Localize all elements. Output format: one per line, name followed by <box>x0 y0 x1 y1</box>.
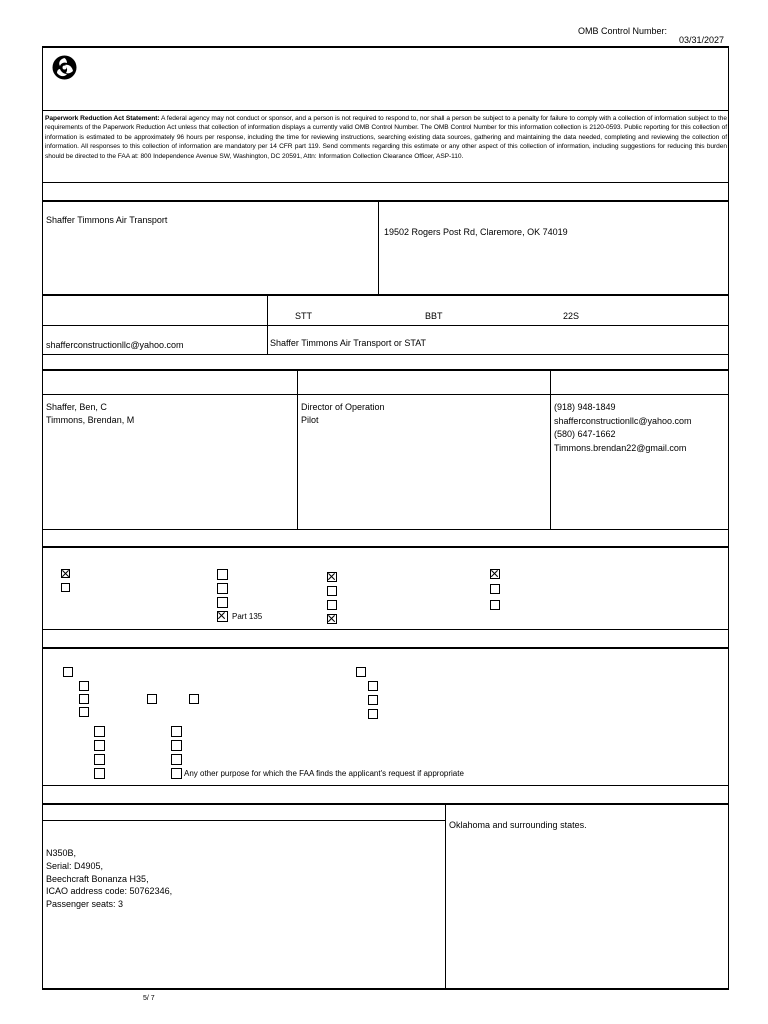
dot-logo-icon <box>51 54 78 81</box>
divider <box>297 369 298 529</box>
operation-checkbox[interactable] <box>327 600 337 610</box>
purpose-checkbox[interactable] <box>368 709 378 719</box>
operation-checkbox[interactable] <box>217 583 228 594</box>
part-135-label: Part 135 <box>232 612 263 621</box>
designator-2: BBT <box>425 311 443 321</box>
divider <box>42 647 729 649</box>
designator-1: STT <box>295 311 312 321</box>
purpose-checkbox[interactable] <box>79 681 89 691</box>
personnel-contacts: (918) 948-1849 shafferconstructionllc@yahoo.com (580) 647-1662 Timmons.brendan22@gmail.com <box>554 402 692 453</box>
purpose-checkbox[interactable] <box>368 681 378 691</box>
divider <box>42 785 729 786</box>
doing-business-as: Shaffer Timmons Air Transport or STAT <box>270 338 427 348</box>
operation-checkbox-checked[interactable] <box>490 569 500 579</box>
applicant-email: shafferconstructionllc@yahoo.com <box>46 340 184 350</box>
purpose-checkbox[interactable] <box>356 667 366 677</box>
divider <box>42 325 729 326</box>
page-number: 5/ 7 <box>143 995 155 1002</box>
purpose-checkbox[interactable] <box>94 726 105 737</box>
divider <box>42 803 729 805</box>
divider <box>42 820 445 821</box>
personnel-names: Shaffer, Ben, C Timmons, Brendan, M <box>46 402 135 425</box>
area-of-operation: Oklahoma and surrounding states. <box>449 820 587 830</box>
operation-checkbox-checked[interactable] <box>327 614 337 624</box>
divider <box>42 110 729 111</box>
purpose-checkbox[interactable] <box>79 707 89 717</box>
purpose-checkbox[interactable] <box>368 695 378 705</box>
divider <box>378 200 379 294</box>
divider <box>42 546 729 548</box>
pra-heading: Paperwork Reduction Act Statement: <box>45 115 160 122</box>
divider <box>42 200 729 202</box>
divider <box>42 182 729 183</box>
divider <box>550 369 551 529</box>
other-purpose-label: Any other purpose for which the FAA finds the applicant's request if appropriate <box>184 769 464 778</box>
form-top-border <box>42 46 729 48</box>
purpose-checkbox[interactable] <box>94 768 105 779</box>
divider <box>267 294 268 354</box>
applicant-name: Shaffer Timmons Air Transport <box>46 215 168 225</box>
divider <box>42 629 729 630</box>
operation-checkbox[interactable] <box>327 586 337 596</box>
purpose-checkbox[interactable] <box>147 694 157 704</box>
purpose-checkbox[interactable] <box>79 694 89 704</box>
purpose-checkbox[interactable] <box>63 667 73 677</box>
form-right-border <box>728 46 729 988</box>
divider <box>42 294 729 296</box>
purpose-checkbox[interactable] <box>171 754 182 765</box>
purpose-checkbox[interactable] <box>171 740 182 751</box>
operation-checkbox[interactable] <box>217 569 228 580</box>
applicant-address: 19502 Rogers Post Rd, Claremore, OK 74019 <box>384 227 568 237</box>
operation-checkbox[interactable] <box>61 583 70 592</box>
pra-body: A federal agency may not conduct or sponsor, and a person is not required to respond to, nor shall a person be subject to a penalty for failure to comply with a collection of information subject to the requirements of the Paperwork Reduction Act unless that collection of information displays a currently valid OMB Control Number. The OMB Control Number for this information collection is 2120-0593. Public reporting for this collection of information is estimated to be approximately 96 hours per response, including the time for reviewing instructions, searching existing data sources, gathering and maintaining the data needed, completing and reviewing the collection of information. All responses to this collection of information are mandatory per 14 CFR part 119. Send comments regarding this estimate or any other aspect of this collection of information, including suggestions for reducing this burden should be directed to the FAA at: 800 Independence Avenue SW, Washington, DC 20591, Attn: Information Collection Clearance Officer, ASP-110. <box>45 115 727 160</box>
divider <box>42 394 729 395</box>
operation-checkbox-checked[interactable] <box>61 569 70 578</box>
personnel-titles: Director of Operation Pilot <box>301 402 385 425</box>
omb-control-label: OMB Control Number: <box>578 26 668 36</box>
purpose-checkbox[interactable] <box>94 754 105 765</box>
designator-3: 22S <box>563 311 580 321</box>
operation-checkbox[interactable] <box>217 597 228 608</box>
other-purpose-checkbox[interactable] <box>171 768 182 779</box>
operation-checkbox[interactable] <box>490 584 500 594</box>
divider <box>42 354 729 355</box>
purpose-checkbox[interactable] <box>94 740 105 751</box>
divider <box>42 369 729 371</box>
purpose-checkbox[interactable] <box>171 726 182 737</box>
omb-expiration-date: 03/31/2027 <box>679 35 725 45</box>
paperwork-reduction-statement <box>45 114 727 161</box>
divider <box>445 803 446 988</box>
aircraft-details: N350B, Serial: D4905, Beechcraft Bonanza H35, ICAO address code: 50762346, Passenger seats: 3 <box>46 848 173 910</box>
form-bottom-border <box>42 988 729 990</box>
part-135-checkbox[interactable] <box>217 611 228 622</box>
divider <box>42 529 729 530</box>
operation-checkbox[interactable] <box>490 600 500 610</box>
form-left-border <box>42 46 43 988</box>
operation-checkbox-checked[interactable] <box>327 572 337 582</box>
purpose-checkbox[interactable] <box>189 694 199 704</box>
